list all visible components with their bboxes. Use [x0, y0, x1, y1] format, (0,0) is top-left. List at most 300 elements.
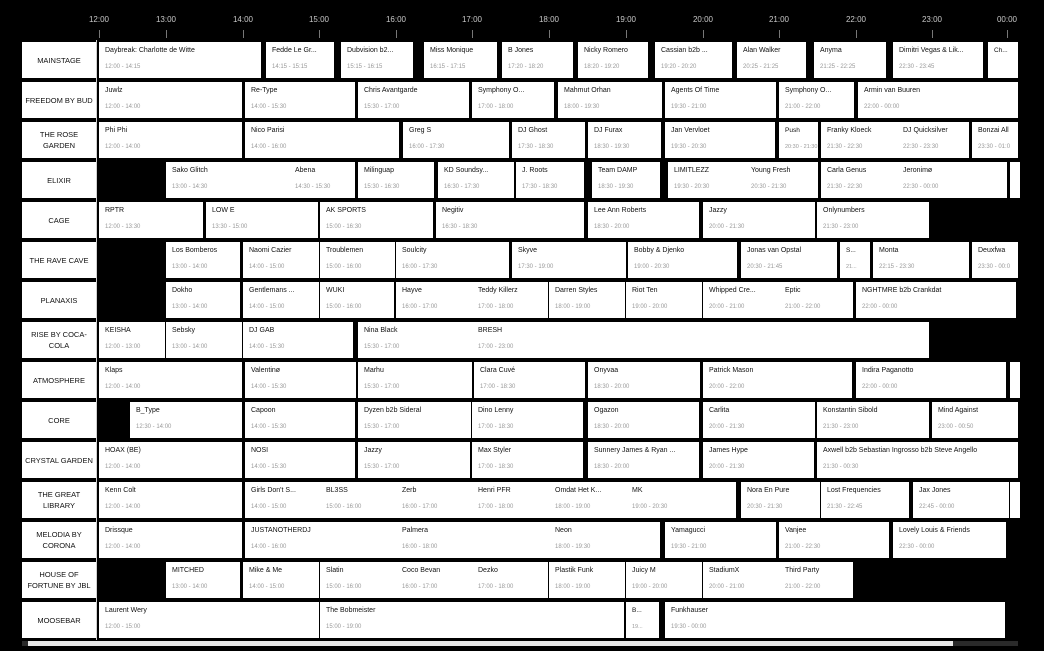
act-time: 18:00 - 19:30 — [555, 544, 591, 550]
act-slot[interactable] — [1010, 482, 1020, 518]
act-slot[interactable] — [166, 162, 306, 198]
act-slot[interactable] — [320, 242, 395, 278]
act-name: Patrick Mason — [709, 367, 754, 374]
act-slot[interactable] — [472, 562, 548, 598]
act-name: Dokho — [172, 287, 193, 294]
act-slot[interactable] — [737, 42, 806, 78]
act-slot[interactable] — [856, 362, 1006, 398]
act-slot[interactable] — [626, 282, 702, 318]
stage-label — [22, 162, 96, 198]
act-slot[interactable] — [341, 42, 413, 78]
act-time: 19:30 - 20:30 — [674, 184, 710, 190]
act-slot[interactable] — [1010, 162, 1020, 198]
act-slot[interactable] — [893, 42, 983, 78]
act-name: Dezko — [478, 567, 498, 574]
act-slot[interactable] — [245, 442, 355, 478]
act-name: Jan Vervloet — [671, 127, 710, 134]
act-slot[interactable] — [549, 282, 625, 318]
timeline-tick-mark — [166, 30, 167, 38]
act-name: Abena — [295, 167, 316, 174]
act-name: RPTR — [105, 207, 125, 214]
act-slot[interactable] — [166, 242, 240, 278]
timeline-tick-label: 22:00 — [845, 15, 867, 24]
act-time: 15:30 - 17:00 — [364, 104, 400, 110]
act-slot[interactable] — [578, 42, 648, 78]
act-slot[interactable] — [779, 82, 854, 118]
act-time: 16:00 - 17:00 — [402, 504, 438, 510]
act-name: Lee Ann Roberts — [594, 207, 647, 214]
act-slot[interactable] — [549, 522, 660, 558]
act-slot[interactable] — [243, 242, 319, 278]
act-name: KD Soundsy... — [444, 167, 489, 174]
act-time: 12:00 - 14:15 — [105, 64, 141, 70]
stage-name: MAINSTAGE — [37, 55, 81, 65]
act-slot[interactable] — [166, 322, 242, 358]
act-name: B_Type — [136, 407, 160, 414]
act-slot[interactable] — [358, 402, 471, 438]
act-slot[interactable] — [472, 282, 548, 318]
act-time: 20:30 - 21:30 — [747, 504, 783, 510]
act-slot[interactable] — [745, 162, 818, 198]
act-time: 14:00 - 15:00 — [249, 584, 285, 590]
act-name: Sunnery James & Ryan ... — [594, 447, 676, 454]
act-slot[interactable] — [358, 322, 472, 358]
stage-name: THE ROSE GARDEN — [39, 130, 79, 150]
act-time: 20:00 - 22:00 — [709, 384, 745, 390]
act-time: 18:30 - 19:30 — [598, 184, 634, 190]
act-slot[interactable] — [665, 602, 1005, 638]
act-name: Whipped Cre... — [709, 287, 756, 294]
act-time: 23:00 - 00:50 — [938, 424, 974, 430]
act-slot[interactable] — [424, 42, 497, 78]
act-slot[interactable] — [703, 562, 779, 598]
act-slot[interactable] — [99, 522, 242, 558]
act-slot[interactable] — [320, 602, 624, 638]
act-slot[interactable] — [320, 202, 433, 238]
timeline-tick-mark — [396, 30, 397, 38]
act-time: 20:30 - 21:30 — [751, 184, 787, 190]
act-time: 19:30 - 21:00 — [671, 104, 707, 110]
act-name: DJ Furax — [594, 127, 623, 134]
act-name: J. Roots — [522, 167, 548, 174]
act-slot[interactable] — [626, 562, 702, 598]
act-time: 15:30 - 17:00 — [364, 344, 400, 350]
act-slot[interactable] — [856, 282, 1016, 318]
act-slot[interactable] — [472, 402, 583, 438]
act-name: Deuxfwa — [978, 247, 1006, 254]
act-time: 22:30 - 23:45 — [899, 64, 935, 70]
act-slot[interactable] — [668, 162, 747, 198]
act-slot[interactable] — [703, 442, 814, 478]
stage-name: THE RAVE CAVE — [29, 255, 89, 265]
act-slot[interactable] — [358, 362, 472, 398]
act-time: 19:00 - 20:30 — [634, 264, 670, 270]
timeline-tick — [88, 0, 110, 40]
act-slot[interactable] — [206, 202, 318, 238]
stage-label — [22, 362, 96, 398]
act-slot[interactable] — [245, 82, 355, 118]
act-name: Max Styler — [478, 447, 512, 454]
timeline-tick — [996, 0, 1018, 40]
timeline-tick-mark — [856, 30, 857, 38]
act-slot[interactable] — [472, 442, 583, 478]
act-slot[interactable] — [858, 82, 1018, 118]
stage-name: ATMOSPHERE — [33, 375, 85, 385]
stage-column-divider — [96, 40, 97, 640]
act-slot[interactable] — [897, 122, 969, 158]
act-time: 17:00 - 18:00 — [478, 304, 514, 310]
act-slot[interactable] — [840, 242, 870, 278]
act-slot[interactable] — [703, 362, 852, 398]
act-name: Lovely Louis & Friends — [899, 527, 970, 534]
act-time: 23:30 - 00:0 — [978, 264, 1011, 270]
horizontal-scrollbar-thumb[interactable] — [28, 641, 953, 646]
act-slot[interactable] — [358, 442, 470, 478]
act-name: Bobby & Djenko — [634, 247, 685, 254]
act-time: 17:00 - 18:30 — [480, 384, 516, 390]
stage-name: MOOSEBAR — [37, 615, 81, 625]
act-slot[interactable] — [99, 602, 319, 638]
act-slot[interactable] — [99, 482, 242, 518]
timeline-tick-mark — [703, 30, 704, 38]
act-slot[interactable] — [472, 482, 553, 518]
act-slot[interactable] — [972, 242, 1018, 278]
timeline-tick-label: 23:00 — [921, 15, 943, 24]
act-slot[interactable] — [502, 42, 573, 78]
timeline-tick-label: 18:00 — [538, 15, 560, 24]
act-slot[interactable] — [358, 82, 469, 118]
act-slot[interactable] — [588, 362, 700, 398]
act-time: 21:00 - 22:00 — [785, 104, 821, 110]
act-slot[interactable] — [166, 282, 240, 318]
act-slot[interactable] — [99, 122, 242, 158]
timeline-tick — [845, 0, 867, 40]
act-time: 13:00 - 14:00 — [172, 344, 208, 350]
stage-name: FREEDOM BY BUD — [25, 95, 93, 105]
timeline-tick-label: 19:00 — [615, 15, 637, 24]
act-slot[interactable] — [549, 562, 625, 598]
act-name: Clara Cuvé — [480, 367, 516, 374]
act-name: Jazzy — [709, 207, 727, 214]
act-slot[interactable] — [99, 82, 242, 118]
act-time: 21:00 - 22:30 — [785, 544, 821, 550]
act-slot[interactable] — [512, 122, 585, 158]
act-name: James Hype — [709, 447, 748, 454]
act-slot[interactable] — [396, 242, 509, 278]
act-slot[interactable] — [1010, 362, 1020, 398]
act-slot[interactable] — [549, 482, 626, 518]
timeline-tick — [692, 0, 714, 40]
act-name: Carla Genus — [827, 167, 867, 174]
act-slot[interactable] — [779, 522, 889, 558]
act-name: MITCHED — [172, 567, 204, 574]
timeline-tick-label: 16:00 — [385, 15, 407, 24]
act-name: Valentinø — [251, 367, 281, 374]
act-slot[interactable] — [817, 442, 1018, 478]
act-slot[interactable] — [821, 162, 899, 198]
act-slot[interactable] — [166, 562, 240, 598]
act-time: 20:00 - 21:00 — [709, 304, 745, 310]
act-slot[interactable] — [779, 282, 853, 318]
act-slot[interactable] — [588, 202, 699, 238]
act-slot[interactable] — [245, 482, 321, 518]
act-time: 13:30 - 15:00 — [212, 224, 248, 230]
act-name: LOW E — [212, 207, 235, 214]
act-time: 20:00 - 21:30 — [709, 464, 745, 470]
act-time: 12:00 - 14:00 — [105, 544, 141, 550]
stage-label — [22, 242, 96, 278]
act-name: Juicy M — [632, 567, 656, 574]
act-slot[interactable] — [130, 402, 242, 438]
act-slot[interactable] — [99, 42, 261, 78]
act-slot[interactable] — [403, 122, 509, 158]
act-time: 14:30 - 15:30 — [295, 184, 331, 190]
act-name: Jazzy — [364, 447, 382, 454]
stage-name: HOUSE OF FORTUNE BY JBL — [27, 570, 91, 590]
act-time: 18:30 - 20:00 — [594, 424, 630, 430]
act-name: Ch... — [994, 47, 1008, 54]
act-time: 14:00 - 15:00 — [251, 504, 287, 510]
act-time: 20:00 - 21:00 — [709, 584, 745, 590]
act-slot[interactable] — [913, 482, 1009, 518]
act-name: Juwlz — [105, 87, 123, 94]
act-slot[interactable] — [245, 122, 399, 158]
stage-label — [22, 322, 96, 358]
act-slot[interactable] — [396, 562, 472, 598]
act-slot[interactable] — [512, 242, 626, 278]
act-slot[interactable] — [396, 282, 472, 318]
act-slot[interactable] — [665, 522, 776, 558]
act-slot[interactable] — [289, 162, 355, 198]
act-time: 20:00 - 21:30 — [709, 224, 745, 230]
act-time: 13:00 - 14:00 — [172, 264, 208, 270]
act-slot[interactable] — [516, 162, 584, 198]
act-slot[interactable] — [893, 522, 1006, 558]
act-time: 19:30 - 20:30 — [671, 144, 707, 150]
act-name: Ogazon — [594, 407, 619, 414]
act-time: 18:20 - 19:20 — [584, 64, 620, 70]
act-time: 22:30 - 00:00 — [903, 184, 939, 190]
act-time: 16:00 - 17:00 — [402, 304, 438, 310]
act-slot[interactable] — [588, 402, 699, 438]
act-name: Hayve — [402, 287, 422, 294]
act-time: 12:00 - 14:00 — [105, 504, 141, 510]
act-slot[interactable] — [703, 202, 815, 238]
act-time: 12:00 - 13:30 — [105, 224, 141, 230]
timeline-tick-label: 12:00 — [88, 15, 110, 24]
act-name: Young Fresh — [751, 167, 791, 174]
stage-label — [22, 122, 96, 158]
timeline-tick-mark — [779, 30, 780, 38]
act-time: 22:15 - 23:30 — [879, 264, 915, 270]
act-name: Gentlemans ... — [249, 287, 295, 294]
act-slot[interactable] — [396, 482, 472, 518]
act-time: 19:00 - 20:00 — [632, 584, 668, 590]
act-name: Axwell b2b Sebastian Ingrosso b2b Steve Angello — [823, 447, 978, 454]
act-slot[interactable] — [266, 42, 334, 78]
act-name: MK — [632, 487, 643, 494]
act-slot[interactable] — [626, 602, 659, 638]
act-time: 16:30 - 18:30 — [442, 224, 478, 230]
act-time: 14:00 - 15:00 — [249, 264, 285, 270]
timeline-tick-label: 20:00 — [692, 15, 714, 24]
act-slot[interactable] — [626, 482, 736, 518]
act-name: Omdat Het K... — [555, 487, 602, 494]
timeline-tick-mark — [472, 30, 473, 38]
act-time: 15:00 - 19:00 — [326, 624, 362, 630]
act-time: 16:00 - 17:30 — [402, 264, 438, 270]
act-slot[interactable] — [817, 202, 929, 238]
act-slot[interactable] — [779, 562, 853, 598]
act-slot[interactable] — [358, 162, 434, 198]
act-slot[interactable] — [99, 202, 203, 238]
act-slot[interactable] — [932, 402, 1018, 438]
act-slot[interactable] — [245, 362, 356, 398]
timeline-tick-label: 00:00 — [996, 15, 1018, 24]
stage-name: ELIXIR — [47, 175, 71, 185]
act-name: Capoon — [251, 407, 276, 414]
act-name: Alan Walker — [743, 47, 781, 54]
act-slot[interactable] — [972, 122, 1018, 158]
act-slot[interactable] — [245, 402, 355, 438]
act-name: The Bobmeister — [326, 607, 376, 614]
act-name: Indira Paganotto — [862, 367, 914, 374]
act-slot[interactable] — [873, 242, 969, 278]
act-slot[interactable] — [703, 402, 815, 438]
act-time: 14:00 - 16:00 — [251, 544, 287, 550]
act-slot[interactable] — [588, 442, 699, 478]
act-slot[interactable] — [243, 322, 353, 358]
act-time: 18:30 - 20:00 — [594, 464, 630, 470]
act-slot[interactable] — [436, 202, 584, 238]
timeline-tick — [385, 0, 407, 40]
act-name: DJ GAB — [249, 327, 275, 334]
timeline-tick-label: 21:00 — [768, 15, 790, 24]
act-slot[interactable] — [320, 482, 396, 518]
timeline-tick-label: 13:00 — [155, 15, 177, 24]
act-time: 18:00 - 19:30 — [564, 104, 600, 110]
act-time: 23:30 - 01:0 — [978, 144, 1011, 150]
act-name: Laurent Wery — [105, 607, 147, 614]
act-slot[interactable] — [817, 402, 929, 438]
timeline-tick-mark — [549, 30, 550, 38]
act-slot[interactable] — [99, 442, 242, 478]
act-time: 13:00 - 14:30 — [172, 184, 208, 190]
act-slot[interactable] — [988, 42, 1018, 78]
act-name: Los Bomberos — [172, 247, 218, 254]
act-time: 17:00 - 18:00 — [478, 504, 514, 510]
act-time: 14:00 - 15:30 — [249, 344, 285, 350]
act-time: 12:00 - 14:00 — [105, 104, 141, 110]
act-time: 19:30 - 21:00 — [671, 544, 707, 550]
act-slot[interactable] — [821, 122, 903, 158]
stage-name: RISE BY COCA-COLA — [31, 330, 87, 350]
act-slot[interactable] — [703, 282, 779, 318]
act-slot[interactable] — [814, 42, 886, 78]
act-name: Konstantin Sibold — [823, 407, 878, 414]
act-time: 17:00 - 23:00 — [478, 344, 514, 350]
act-name: Symphony O... — [785, 87, 832, 94]
act-slot[interactable] — [243, 562, 319, 598]
act-time: 12:00 - 14:00 — [105, 384, 141, 390]
act-slot[interactable] — [320, 562, 396, 598]
act-slot[interactable] — [243, 282, 319, 318]
timeline-tick-label: 15:00 — [308, 15, 330, 24]
act-slot[interactable] — [99, 322, 165, 358]
act-time: 21:30 - 22:45 — [827, 504, 863, 510]
act-time: 12:00 - 14:00 — [105, 464, 141, 470]
act-name: S... — [846, 247, 856, 254]
act-name: Vanjee — [785, 527, 807, 534]
timeline-tick — [308, 0, 330, 40]
act-slot[interactable] — [897, 162, 1007, 198]
act-time: 18:30 - 20:00 — [594, 224, 630, 230]
act-slot[interactable] — [320, 282, 394, 318]
act-name: Jeronimø — [903, 167, 933, 174]
act-name: Sako Glitch — [172, 167, 208, 174]
act-time: 21:30 - 22:30 — [827, 144, 863, 150]
act-slot[interactable] — [245, 522, 397, 558]
act-name: Dino Lenny — [478, 407, 514, 414]
act-slot[interactable] — [438, 162, 514, 198]
act-name: Drissque — [105, 527, 133, 534]
act-slot[interactable] — [558, 82, 662, 118]
act-slot[interactable] — [821, 482, 909, 518]
act-slot[interactable] — [655, 42, 732, 78]
act-slot[interactable] — [474, 362, 585, 398]
timeline-tick-mark — [243, 30, 244, 38]
act-slot[interactable] — [472, 82, 554, 118]
act-slot[interactable] — [396, 522, 551, 558]
act-time: 15:00 - 16:00 — [326, 584, 362, 590]
act-time: 17:00 - 18:00 — [478, 584, 514, 590]
act-slot[interactable] — [665, 82, 776, 118]
act-slot[interactable] — [588, 122, 661, 158]
act-time: 18:00 - 19:00 — [555, 304, 591, 310]
act-name: Lost Frequencies — [827, 487, 881, 494]
act-name: Monta — [879, 247, 899, 254]
stage-name: CORE — [48, 415, 70, 425]
act-time: 21... — [846, 264, 857, 270]
act-name: Coco Bevan — [402, 567, 441, 574]
act-name: Onyvaa — [594, 367, 619, 374]
stage-label — [22, 522, 96, 558]
timeline-tick-mark — [932, 30, 933, 38]
act-slot[interactable] — [779, 122, 818, 158]
timeline-tick-label: 14:00 — [232, 15, 254, 24]
act-slot[interactable] — [472, 322, 929, 358]
act-time: 20:30 - 21:30 — [785, 144, 818, 150]
act-slot[interactable] — [628, 242, 737, 278]
act-time: 20:00 - 21:30 — [709, 424, 745, 430]
act-slot[interactable] — [665, 122, 775, 158]
act-time: 15:15 - 16:15 — [347, 64, 383, 70]
timeline-tick-mark — [626, 30, 627, 38]
act-name: Dubvision b2... — [347, 47, 394, 54]
act-time: 16:30 - 17:30 — [444, 184, 480, 190]
act-slot[interactable] — [99, 362, 242, 398]
act-slot[interactable] — [741, 482, 820, 518]
act-slot[interactable] — [592, 162, 660, 198]
act-name: JUSTANOTHERDJ — [251, 527, 311, 534]
act-name: Klaps — [105, 367, 123, 374]
act-name: Nora En Pure — [747, 487, 790, 494]
act-slot[interactable] — [741, 242, 837, 278]
act-time: 14:00 - 15:00 — [249, 304, 285, 310]
act-name: LIMITLEZZ — [674, 167, 710, 174]
act-time: 19:00 - 20:00 — [632, 304, 668, 310]
act-time: 22:00 - 00:00 — [862, 304, 898, 310]
